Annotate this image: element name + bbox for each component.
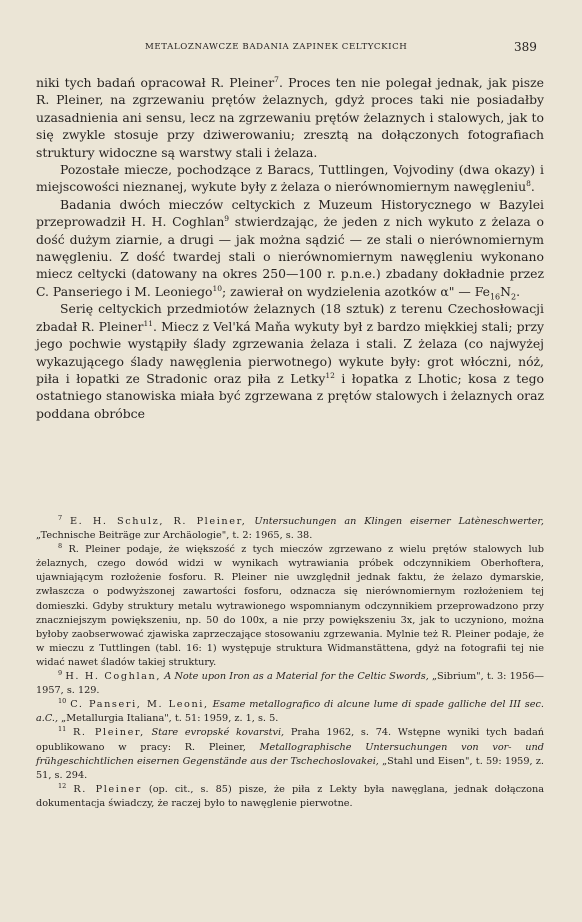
running-head: METALOZNAWCZE BADANIA ZAPINEK CELTYCKICH [145,42,408,52]
text-run: Serię celtyckich przedmiotów żelaznych (18 sztuk) z terenu Czechosłowacji zbadał R. Pleiner [36,301,544,334]
footnote-ref-8[interactable]: 8 [526,179,531,189]
text-run: i łopatka z Lhotic; kosa z tego ostatniego stanowiska miała być zgrzewana z prętów stalowych i żelaznych oraz poddana obróbce [36,370,544,421]
footnote-title: Stare evropské kovarstvi, [151,727,285,739]
page-number: 389 [514,40,537,54]
footnote-author: E. H. Schulz, R. Pleiner, [70,516,247,527]
footnote-number: 7 [58,513,63,522]
footnote-ref-12[interactable]: 12 [325,370,335,380]
footnote-ref-7[interactable]: 7 [274,74,279,84]
footnote-number: 9 [58,668,63,677]
footnote-number: 10 [58,696,67,705]
text-run: niki tych badań opracował R. Pleiner [36,75,275,90]
footnote-author: R. Pleiner, [73,727,145,739]
text-run: stwierdzając, że jeden z nich wykuto z żelaza o dość dużym ziarnie, a drugi — jak można sądzić — ze stali o nierównomiernym nawęgleniu. Z dość twardej stali o nierównomiernym nawęgleniu wykonano miecz celtycki (datowany na okres 250—100 r. p.n.e.) zbadany dokładnie przez C. Panseriego i M. Leoniego [36,214,544,299]
footnote-title: Esame metallografico di alcune lume di spade galliche del III sec. a.C., [36,699,544,725]
footnote-text: „Stahl und Eisen", t. 59: 1959, z. 51, s. 294. [36,755,544,781]
text-run: . Miecz z Vel'ká Maňa wykuty był z bardzo miękkiej stali; przy jego pochwie wystąpiły ślady zgrzewania żelaza i stali. Z żelaza (co najwyżej wykazującego ślady nawęglenia pierwotnego) wykute były: grot włóczni, nóż, piła i łopatki ze Stradonic oraz piła z Letky [36,318,544,386]
main-text [36,74,544,422]
footnote-10 [36,698,544,726]
footnote-text: „Metallurgia Italiana", t. 51: 1959, z. 1, s. 5. [58,713,279,725]
subscript: 2 [511,292,517,302]
text-run: . [516,283,521,299]
footnote-12 [36,783,544,811]
footnote-author: R. Pleiner [73,783,142,795]
footnote-text: „Technische Beiträge zur Archäologie", t. 2: 1965, s. 38. [36,530,313,542]
paragraph-4 [36,300,544,422]
footnote-title: Metallographische Untersuchungen von vor- und frühgeschichtlichen eisernen Gegenstände aus der Tschechoslovakei, [36,741,544,767]
footnote-text: (op. cit., s. 85) pisze, że piła z Lekty była nawęglana, jednak dołączona dokumentacja świadczy, że raczej było to nawęglenie pierwotne. [36,783,544,809]
footnote-11 [36,726,544,782]
footnotes [36,515,544,811]
footnote-author: C. Panseri, M. Leoni, [70,699,209,711]
footnote-text: R. Pleiner podaje, że większość z tych mieczów zgrzewano z wielu prętów stalowych lub żelaznych, czego dowód widzi w wynikach wytrawiania próbek odczynnikiem Oberhoftera, ujawniającym rozłożenie fosforu. R. Pleiner nie uwzględnił jednak faktu, że żelazo dymarskie, zwłaszcza o podwyższonej zawartości fosforu, odznacza się nierównomiernym rozłożeniem tej domieszki. Gdyby struktury metalu wytrawionego wspomnianym odczynnikiem przeprowadzono przy znaczniejszym powiększeniu, np. 50 do 100x, a nie przy powiększeniu 3x, jak to uczyniono, można byłoby zaobserwować zjawiska zaprzeczające stosowaniu zgrzewania. Mylnie też R. Pleiner podaje, że w mieczu z Tuttlingen (tabl. 16: 1) występuje struktura Widmanstättena, gdyż na fotografii tej nie widać nawet śladów takiej struktury. [36,544,544,668]
footnote-7 [36,515,544,543]
footnote-ref-11[interactable]: 11 [143,318,154,328]
footnote-ref-10[interactable]: 10 [212,283,223,293]
text-run: . [530,179,535,195]
footnote-title: A Note upon Iron as a Material for the Celtic Swords, [164,671,429,683]
text-run: Pozostałe miecze, pochodzące z Baracs, Tuttlingen, Vojvodiny (dwa okazy) i miejscowości nieznanej, wykute były z żelaza o nierównomiernym nawęgleniu [36,162,544,195]
footnote-number: 12 [58,781,67,790]
text-run: N [500,283,511,299]
footnote-text: Praha 1962, s. 74. Wstępne wyniki tych badań opublikowano w pracy: R. Pleiner, [36,727,544,753]
footnote-title: Untersuchungen an Klingen eiserner Latèneschwerter, [254,516,544,527]
text-run: . Proces ten nie polegał jednak, jak pisze R. Pleiner, na zgrzewaniu prętów żelaznych, gdyż proces taki nie posiadałby uzasadnienia ani sensu, lecz na zgrzewaniu prętów żelaznych i stalowych, jak to się zwykle stosuje przy dziwerowaniu; zresztą na dołączonych fotografiach struktury widoczne są warstwy stali i żelaza. [36,75,544,160]
text-run: Badania dwóch mieczów celtyckich z Muzeum Historycznego w Bazylei przeprowadził H. H. Coghlan [36,196,544,230]
footnote-number: 8 [58,541,63,550]
paragraph-3 [36,196,544,300]
subscript: 16 [489,292,501,302]
footnote-author: H. H. Coghlan, [65,671,162,683]
paragraph-2 [36,161,544,196]
footnote-text: „Sibrium", t. 3: 1956—1957, s. 129. [36,671,544,697]
paragraph-1 [36,74,544,161]
text-run: ; zawierał on wydzielenia azotków α" — Fe [222,283,490,299]
footnote-ref-9[interactable]: 9 [224,214,230,224]
footnote-8 [36,543,544,670]
footnote-9 [36,670,544,698]
footnote-number: 11 [58,725,67,734]
